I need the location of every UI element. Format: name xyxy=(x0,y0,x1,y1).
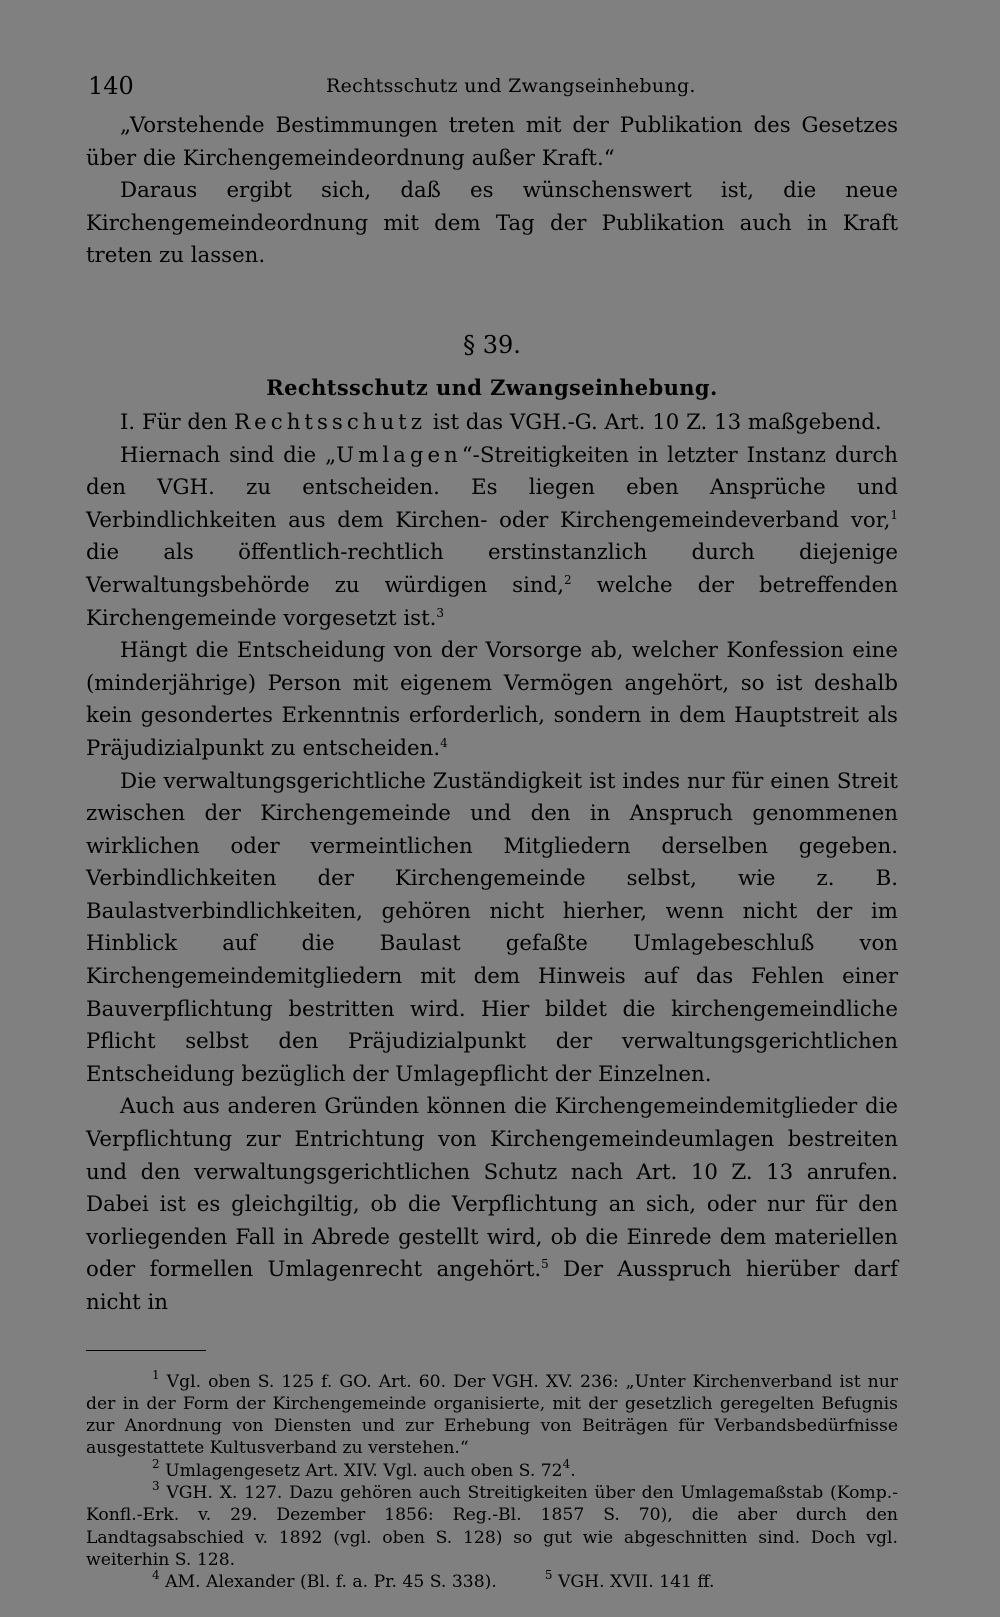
paragraph-gruende xyxy=(86,1091,898,1319)
footnote-mark: 2 xyxy=(152,1456,160,1471)
text-run: I. Für den xyxy=(120,409,235,435)
text-run: Der Ausspruch hierüber darf nicht in xyxy=(86,1257,898,1315)
paragraph-zustaendigkeit: Die verwaltungsgerichtliche Zuständigkeit ist indes nur für einen Streit zwischen der Kirchengemeinde und den in Anspruch genommenen wirklichen oder vermeintlichen Mitgliedern derselben gegeben. Verbindlichkeiten der Kirchengemeinde selbst, wie z. B. Baulastverbindlichkeiten, gehören nicht hierher, wenn nicht der im Hinblick auf die Baulast gefaßte Umlagebeschluß von Kirchengemeindemitgliedern mit dem Hinweis auf das Fehlen einer Bauverpflichtung bestritten wird. Hier bildet die kirchengemeindliche Pflicht selbst den Präjudizialpunkt der verwaltungsgerichtlichen Entscheidung bezüglich der Umlagepflicht der Einzelnen. xyxy=(86,768,898,1087)
text-run: die als öffentlich-rechtlich erstinstanzlich durch diejenige Verwaltungsbehörde zu würdigen sind, xyxy=(86,540,898,598)
paragraph-quote: „Vorstehende Bestimmungen treten mit der Publikation des Gesetzes über die Kirchengemeindeordnung außer Kraft.“ xyxy=(86,113,898,171)
footnote-mark: 3 xyxy=(152,1479,160,1494)
paragraph-conclusion: Daraus ergibt sich, daß es wünschenswert ist, die neue Kirchengemeindeordnung mit dem Tag der Publikation auch in Kraft treten zu lassen. xyxy=(86,178,898,269)
footnote-text: Umlagengesetz Art. XIV. Vgl. auch oben S. 72 xyxy=(165,1460,563,1481)
footnote-mark: 5 xyxy=(544,1568,553,1583)
paragraph-rechtsschutz xyxy=(86,407,898,440)
text-run: welche der betreffenden Kirchengemeinde vorgesetzt ist. xyxy=(86,572,898,631)
footnote-text: VGH. XVII. 141 ff. xyxy=(557,1572,715,1593)
text-run: Auch aus anderen Gründen können die Kirchengemeindemitglieder die Verpflichtung zur Entrichtung von Kirchengemeindeumlagen bestreiten und den verwaltungsgerichtlichen Schutz nach Art. 10 Z. 13 anrufen. Dabei ist es gleichgiltig, ob die Verpflichtung an sich, oder nur für den vorliegenden Fall in Abrede gestellt wird, ob die Einrede dem materiellen oder formellen Umlagenrecht angehört. xyxy=(86,1094,898,1283)
footnote-mark: 4 xyxy=(152,1568,160,1583)
footnote-text: VGH. X. 127. Dazu gehören auch Streitigkeiten über den Umlagemaßstab (Komp.-Konfl.-Erk. v. 29. Dezember 1856: Reg.-Bl. 1857 S. 70), die aber durch den Landtagsabschied v. 1892 (vgl. oben S. 128) so gut wie abgeschnitten sind. Doch vgl. weiterhin S. 128. xyxy=(86,1483,898,1570)
paragraph-konfession xyxy=(86,635,898,765)
footnote-text: . xyxy=(570,1460,576,1481)
text-run: Hiernach sind die „ xyxy=(120,442,337,468)
footnote-text: AM. Alexander (Bl. f. a. Pr. 45 S. 338). xyxy=(165,1572,497,1593)
spaced-term: Rechtsschutz xyxy=(234,409,426,435)
footnote-divider xyxy=(86,1350,206,1351)
text-run: ist das VGH.-G. Art. 10 Z. 13 maßgebend. xyxy=(425,409,882,435)
footnote-3 xyxy=(86,1479,898,1571)
footnote-1 xyxy=(86,1367,898,1460)
running-title: Rechtsschutz und Zwangseinhebung. xyxy=(326,75,696,97)
spaced-term: Umlagen xyxy=(336,442,462,468)
text-run: Hängt die Entscheidung von der Vorsorge ab, welcher Konfession eine (minderjährige) Person mit eigenem Vermögen angehört, so ist deshalb kein gesondertes Erkenntnis erforderlich, sondern in dem Hauptstreit als Präjudizialpunkt zu entscheiden. xyxy=(86,638,898,761)
footnote-ref[interactable]: 2 xyxy=(564,572,572,587)
footnote-ref[interactable]: 1 xyxy=(890,507,898,522)
footnote-ref[interactable]: 5 xyxy=(541,1257,549,1272)
text-run: “-Streitigkeiten in letzter Instanz durch den VGH. zu entscheiden. Es liegen eben Ansprüche und Verbindlichkeiten aus dem Kirchen- oder Kirchengemeindeverband vor, xyxy=(86,442,898,533)
running-head xyxy=(86,70,898,110)
footnote-text: Vgl. oben S. 125 f. GO. Art. 60. Der VGH. XV. 236: „Unter Kirchenverband ist nur der in der Form der Kirchengemeinde organisierte, mit der gesetzlich geregelten Befugnis zur Anordnung von Diensten und zur Erhebung von Beiträgen für Verbandsbedürfnisse ausgestattete Kultusverband zu verstehen.“ xyxy=(86,1371,898,1459)
footnote-mark: 1 xyxy=(152,1367,160,1382)
section-number: § 39. xyxy=(463,330,521,359)
book-page xyxy=(86,70,898,1594)
page-number: 140 xyxy=(88,72,134,100)
section-title: Rechtsschutz und Zwangseinhebung. xyxy=(266,374,718,400)
footnote-ref[interactable]: 3 xyxy=(436,605,445,620)
footnote-ref[interactable]: 4 xyxy=(440,735,448,750)
paragraph-umlagen xyxy=(86,440,898,636)
footnote-superscript: 4 xyxy=(562,1456,571,1471)
footnote-4-5 xyxy=(86,1568,898,1593)
footnote-2 xyxy=(86,1456,898,1482)
